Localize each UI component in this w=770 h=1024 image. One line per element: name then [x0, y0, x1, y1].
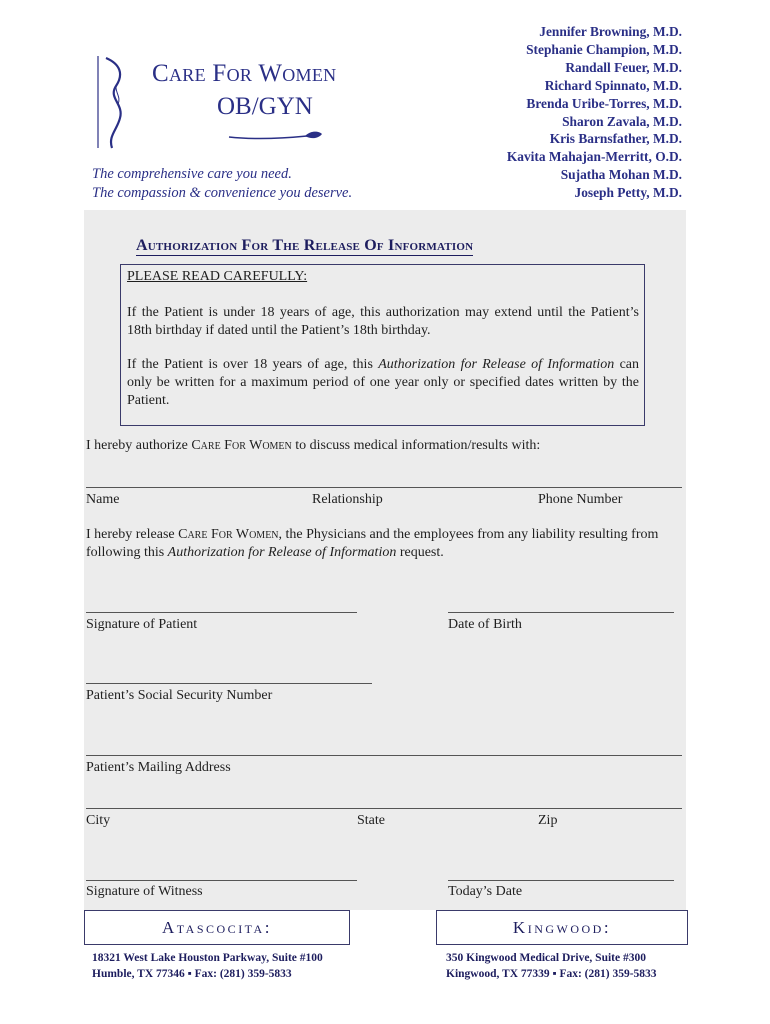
address-line-2: Humble, TX 77346 ▪ Fax: (281) 359-5833	[92, 968, 292, 980]
ssn-label: Patient’s Social Security Number	[86, 688, 273, 703]
city-label: City	[86, 813, 111, 828]
phone-number-label: Phone Number	[538, 492, 623, 507]
physician-name: Richard Spinnato, M.D.	[544, 77, 682, 93]
signature-of-witness-line[interactable]	[86, 880, 357, 881]
form-title: Authorization For The Release Of Information	[136, 237, 474, 254]
date-of-birth-line[interactable]	[448, 612, 674, 613]
notice-header: PLEASE READ CAREFULLY:	[127, 269, 308, 284]
office-kingwood-address	[446, 950, 657, 982]
address-line-2: Kingwood, TX 77339 ▪ Fax: (281) 359-5833	[446, 968, 657, 980]
notice-paragraph-adult: If the Patient is over 18 years of age, this Authorization for Release of Information can only be written for a maximum period of one year only or specified dates written by the Patient.	[127, 357, 639, 408]
logo-figure-icon	[94, 52, 132, 152]
mailing-address-line[interactable]	[86, 755, 682, 756]
physician-list	[507, 23, 682, 202]
release-statement: I hereby release Care For Women, the Physicians and the employees from any liability resulting from following this Authorization for Release of Information request.	[86, 527, 659, 560]
office-atascocita-heading: Atascocita:	[84, 910, 350, 945]
todays-date-label: Today’s Date	[448, 884, 523, 899]
physician-name: Brenda Uribe-Torres, M.D.	[526, 95, 682, 111]
office-kingwood-heading: Kingwood:	[436, 910, 688, 945]
todays-date-line[interactable]	[448, 880, 674, 881]
feather-icon	[227, 128, 323, 144]
office-atascocita-address	[92, 950, 323, 982]
physician-name: Stephanie Champion, M.D.	[526, 41, 682, 57]
city-state-zip-line[interactable]	[86, 808, 682, 809]
brand-name: Care For Women	[152, 60, 337, 87]
ssn-line[interactable]	[86, 683, 372, 684]
signature-of-witness-label: Signature of Witness	[86, 884, 203, 899]
mailing-address-label: Patient’s Mailing Address	[86, 760, 231, 775]
name-label: Name	[86, 492, 120, 507]
physician-name: Sujatha Mohan M.D.	[560, 167, 682, 183]
tagline-line-2: The compassion & convenience you deserve.	[92, 185, 353, 201]
signature-of-patient-line[interactable]	[86, 612, 357, 613]
tagline-line-1: The comprehensive care you need.	[92, 166, 292, 182]
notice-box	[120, 264, 645, 426]
contact-entry-line[interactable]	[86, 487, 682, 488]
physician-name: Kavita Mahajan-Merritt, O.D.	[506, 149, 682, 165]
notice-paragraph-minor: If the Patient is under 18 years of age, this authorization may extend until the Patient’s 18th birthday if dated until the Patient’s 18th birthday.	[127, 305, 639, 338]
brand-specialty: OB/GYN	[217, 93, 313, 120]
physician-name: Kris Barnsfather, M.D.	[549, 131, 682, 147]
physician-name: Joseph Petty, M.D.	[574, 185, 682, 201]
relationship-label: Relationship	[312, 492, 383, 507]
address-line-1: 18321 West Lake Houston Parkway, Suite #100	[92, 952, 323, 964]
signature-of-patient-label: Signature of Patient	[86, 617, 198, 632]
zip-label: Zip	[538, 813, 558, 828]
physician-name: Jennifer Browning, M.D.	[539, 24, 682, 39]
state-label: State	[357, 813, 385, 828]
physician-name: Randall Feuer, M.D.	[565, 59, 682, 75]
address-line-1: 350 Kingwood Medical Drive, Suite #300	[446, 952, 646, 964]
date-of-birth-label: Date of Birth	[448, 617, 522, 632]
authorize-statement: I hereby authorize Care For Women to discuss medical information/results with:	[86, 438, 541, 453]
physician-name: Sharon Zavala, M.D.	[562, 113, 682, 129]
